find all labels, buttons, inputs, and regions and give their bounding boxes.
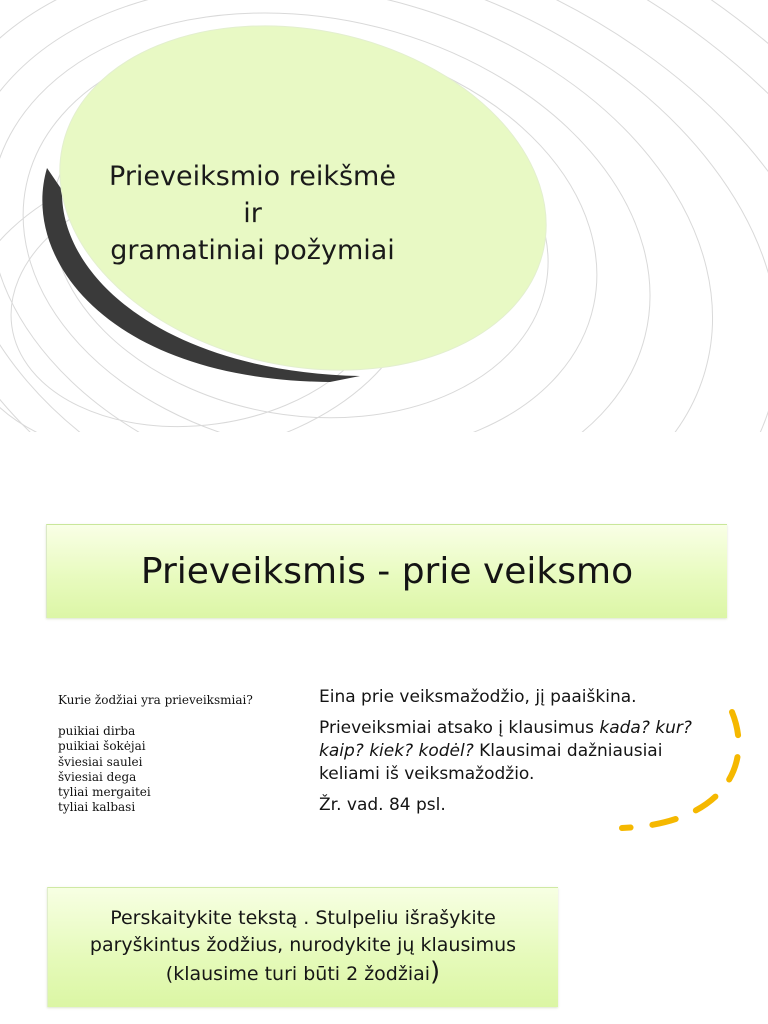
slide-title [100,158,405,269]
closing-parenthesis: ) [430,957,441,987]
word-list-item: puikiai šokėjai [58,739,146,754]
word-list-item: šviesiai dega [58,769,137,784]
banner-title: Prieveiksmis - prie veiksmo [140,551,634,592]
page-reference: Žr. vad. 84 psl. [319,795,446,815]
word-list-item: šviesiai saulei [58,754,143,769]
task-line-3 [48,959,558,988]
explanation-text: Prieveiksmiai atsako į klausimus [319,718,600,738]
explanation-text-end: Klausimai dažniausiai keliami iš veiksmažodžio. [319,741,663,784]
question-words: kada? kur? kaip? kiek? kodėl? [319,718,692,761]
explanation-paragraph-1: Eina prie veiksmažodžio, jį paaiškina. [319,687,637,707]
title-slide [0,0,768,432]
task-box [47,887,558,1007]
dashed-arc-decoration [612,706,744,840]
task-line-3-text: (klausime turi būti 2 žodžiai [165,963,431,985]
title-line-1: Prieveiksmio reikšmė ir [109,161,396,229]
slide-title-banner [46,524,727,618]
task-line-1: Perskaitykite tekstą . Stulpeliu išrašykite [110,907,496,929]
title-line-2: gramatiniai požymiai [110,235,395,266]
word-list-item: tyliai mergaitei [58,785,151,800]
task-line-2: paryškintus žodžius, nurodykite jų klausimus [89,934,517,956]
word-list [58,724,151,816]
word-list-item: puikiai dirba [58,724,136,738]
question-text: Kurie žodžiai yra prieveiksmiai? [58,693,253,707]
word-list-item: tyliai kalbasi [58,800,136,815]
